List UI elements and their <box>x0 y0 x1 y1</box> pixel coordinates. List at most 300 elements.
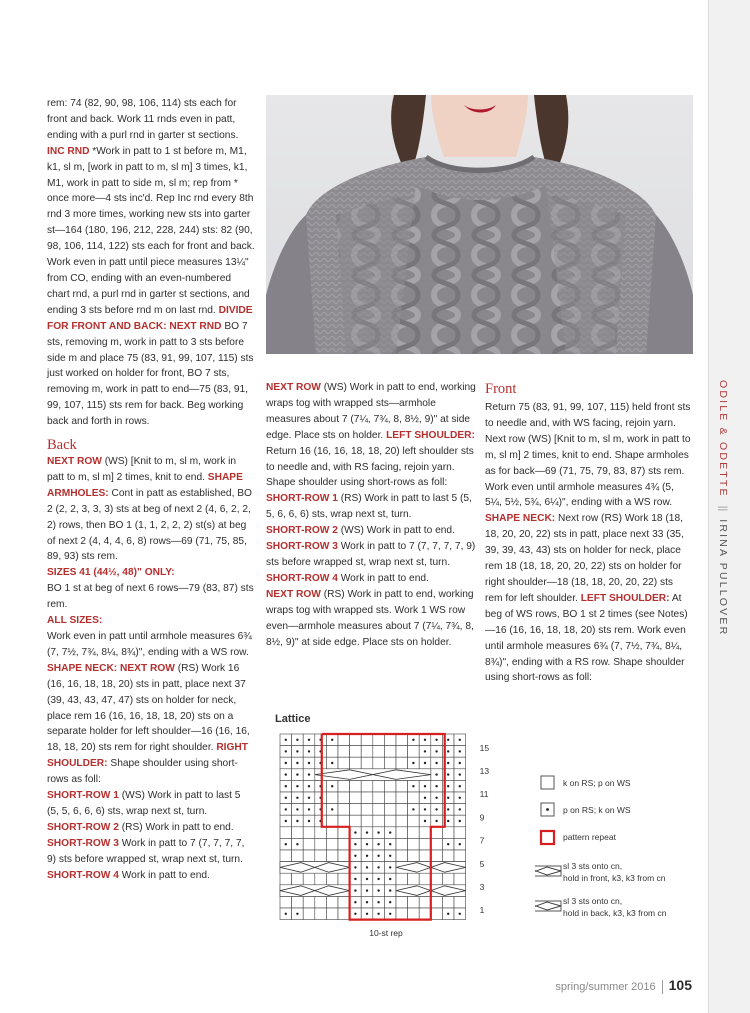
row-number-label: 3 <box>479 882 485 893</box>
purl-dot <box>389 901 391 903</box>
chart-cell <box>303 838 315 850</box>
purl-dot <box>459 773 461 775</box>
purl-dot <box>389 843 391 845</box>
sidebar-separator: || <box>717 505 729 512</box>
chart-cell <box>326 908 338 920</box>
purl-dot <box>366 913 368 915</box>
text-run: Work in patt to end. <box>337 572 429 584</box>
purl-dot <box>285 773 287 775</box>
chart-cell <box>338 838 350 850</box>
back-heading: Back <box>47 437 77 454</box>
purl-dot <box>296 808 298 810</box>
chart-cell <box>454 896 466 908</box>
legend-knit: k on RS; p on WS <box>563 778 631 788</box>
purl-dot <box>308 762 310 764</box>
purl-dot <box>285 913 287 915</box>
purl-dot <box>296 773 298 775</box>
purl-dot <box>366 843 368 845</box>
page-number: 105 <box>668 977 692 993</box>
paragraph <box>47 96 255 430</box>
paragraph <box>266 380 476 491</box>
chart-cell <box>384 746 396 758</box>
purl-dot <box>459 820 461 822</box>
purl-dot <box>308 820 310 822</box>
bold-term: SHORT-ROW 4 <box>47 869 119 881</box>
chart-cell <box>373 815 385 827</box>
purl-dot <box>331 762 333 764</box>
chart-cell <box>373 804 385 816</box>
chart-cell <box>338 815 350 827</box>
purl-dot <box>296 843 298 845</box>
purl-dot <box>377 831 379 833</box>
paragraph <box>47 836 255 868</box>
legend-repeat: pattern repeat <box>563 832 616 842</box>
purl-dot <box>447 843 449 845</box>
chart-legend <box>535 770 695 930</box>
chart-cell <box>338 780 350 792</box>
purl-dot <box>435 750 437 752</box>
chart-cell <box>396 815 408 827</box>
chart-cell <box>292 896 304 908</box>
purl-dot <box>285 785 287 787</box>
chart-cell <box>431 827 443 839</box>
sweater-photo <box>266 95 693 354</box>
paragraph <box>266 571 476 587</box>
purl-dot <box>424 785 426 787</box>
purl-dot <box>424 808 426 810</box>
chart-cell <box>315 850 327 862</box>
purl-dot <box>377 889 379 891</box>
chart-cell <box>338 827 350 839</box>
chart-cell <box>384 792 396 804</box>
bold-term: LEFT SHOULDER: <box>580 592 670 604</box>
purl-dot <box>296 913 298 915</box>
purl-dot <box>308 773 310 775</box>
purl-dot <box>354 831 356 833</box>
purl-dot <box>354 901 356 903</box>
bold-term: INC RND <box>47 145 90 157</box>
purl-dot <box>354 843 356 845</box>
purl-dot <box>389 913 391 915</box>
text-run: (RS) Work 16 (16, 16, 18, 18, 20) sts in patt, place next 37 (39, 43, 43, 47, 47) sts on holder for neck, place rem 16 (16, 16, 18, 18, 20) sts on a separate holder for left shoulder—16 (16, 16, 18, 18, 20) sts rem for right shoulder. <box>47 662 250 754</box>
chart-cell <box>326 746 338 758</box>
text-column-1 <box>47 96 255 884</box>
bold-term: SHAPE NECK: <box>485 513 556 525</box>
lattice-chart <box>270 726 500 941</box>
chart-cell <box>350 804 362 816</box>
text-column-2 <box>266 380 476 650</box>
bold-term: SHAPE NECK: NEXT ROW <box>47 662 175 674</box>
purl-dot <box>447 785 449 787</box>
chart-cell <box>326 873 338 885</box>
legend-cable-front-1: sl 3 sts onto cn, <box>563 861 623 871</box>
purl-dot <box>308 797 310 799</box>
chart-row-labels <box>480 743 490 915</box>
purl-dot <box>412 785 414 787</box>
paragraph <box>47 565 255 581</box>
chart-cell <box>326 827 338 839</box>
text-run: Work in patt to 7 (7, 7, 7, 7, 9) sts before wrapped st, wrap next st, turn. <box>266 541 476 568</box>
text-run: At beg of WS rows, BO 1 st 2 times (see Notes)—16 (16, 16, 18, 18, 20) sts rem. Work even until armhole measures 6¾ (7, 7½, 7¾, 8¼, 8¾)", ending with a RS row. Shape shoulder using short-rows as foll: <box>485 592 688 684</box>
chart-cell <box>396 827 408 839</box>
purl-dot <box>296 739 298 741</box>
bold-term: SHAPE ARMHOLES: <box>47 471 243 499</box>
bold-term: SHORT-ROW 3 <box>47 837 119 849</box>
bold-term: LEFT SHOULDER: <box>386 429 475 441</box>
chart-cell <box>326 896 338 908</box>
purl-dot <box>459 913 461 915</box>
chart-cell <box>350 815 362 827</box>
paragraph <box>47 788 255 820</box>
purl-dot <box>377 878 379 880</box>
bold-term: ALL SIZES: <box>47 615 103 627</box>
chart-cell <box>408 850 420 862</box>
text-run: (RS) Work in patt to end, working wraps tog with wrapped sts. Work 1 WS row even—armhole measures about 7 (7¼, 7¾, 8, 8½, 9)" at side edge. Place sts on holder. <box>266 588 474 648</box>
purl-dot <box>459 762 461 764</box>
chart-cell <box>292 873 304 885</box>
chart-cell <box>315 827 327 839</box>
purl-dot <box>389 889 391 891</box>
purl-dot <box>366 866 368 868</box>
chart-cell <box>454 873 466 885</box>
purl-dot-icon <box>546 808 549 811</box>
row-number-label: 15 <box>479 742 490 753</box>
purl-dot <box>366 831 368 833</box>
chart-cell <box>396 804 408 816</box>
chart-cell <box>350 792 362 804</box>
purl-dot <box>331 808 333 810</box>
purl-dot <box>377 901 379 903</box>
bold-term: RIGHT SHOULDER: <box>47 742 249 770</box>
chart-cell <box>338 804 350 816</box>
chart-cell <box>431 873 443 885</box>
row-number-label: 13 <box>479 766 490 777</box>
purl-dot <box>308 808 310 810</box>
purl-dot <box>424 820 426 822</box>
bold-term: DIVIDE FOR FRONT AND BACK: NEXT RND <box>47 304 253 332</box>
chart-cell <box>315 873 327 885</box>
purl-dot <box>435 739 437 741</box>
chart-cell <box>280 896 292 908</box>
row-number-label: 1 <box>479 905 485 916</box>
repeat-symbol <box>541 831 554 844</box>
purl-dot <box>447 913 449 915</box>
purl-dot <box>285 762 287 764</box>
chart-cell <box>454 827 466 839</box>
text-run: Work in patt to 7 (7, 7, 7, 7, 9) sts before wrapped st, wrap next st, turn. <box>47 837 245 865</box>
chart-cell <box>303 850 315 862</box>
cable-back-icon <box>535 901 561 911</box>
chart-cell <box>396 746 408 758</box>
purl-dot <box>435 808 437 810</box>
bold-term: SHORT-ROW 2 <box>47 821 119 833</box>
text-run: (WS) [Knit to m, sl m, work in patt to m, sl m] 2 times, knit to end. <box>47 456 237 483</box>
chart-cell <box>408 746 420 758</box>
row-number-label: 5 <box>479 858 485 869</box>
chart-cell <box>350 757 362 769</box>
paragraph <box>266 523 476 539</box>
chart-cell <box>431 838 443 850</box>
purl-dot <box>447 762 449 764</box>
text-run: (WS) Work in patt to last 5 (5, 5, 6, 6, 6) sts, wrap next st, turn. <box>47 790 241 817</box>
row-number-label: 9 <box>479 812 485 823</box>
chart-cell <box>361 757 373 769</box>
bold-term: NEXT ROW <box>266 382 321 393</box>
purl-dot <box>447 797 449 799</box>
front-heading: Front <box>485 381 517 397</box>
chart-grid <box>280 734 466 920</box>
chart-cell <box>338 873 350 885</box>
chart-cell <box>454 850 466 862</box>
purl-dot <box>424 797 426 799</box>
bold-term: SHORT-ROW 4 <box>266 572 338 584</box>
chart-cell <box>361 804 373 816</box>
purl-dot <box>459 750 461 752</box>
chart-cell <box>326 850 338 862</box>
purl-dot <box>459 785 461 787</box>
chart-cell <box>396 734 408 746</box>
chart-cell <box>280 850 292 862</box>
chart-cell <box>361 780 373 792</box>
text-run: Shape shoulder using short-rows as foll: <box>47 758 238 786</box>
chart-cell <box>419 873 431 885</box>
paragraph <box>266 587 476 651</box>
chart-cell <box>384 780 396 792</box>
chart-title: Lattice <box>275 713 311 725</box>
chart-cell <box>419 838 431 850</box>
chart-cell <box>326 815 338 827</box>
chart-cell <box>315 838 327 850</box>
chart-cell <box>442 873 454 885</box>
text-run: BO 1 st at beg of next 6 rows—79 (83, 87) sts rem. <box>47 583 254 611</box>
chart-cell <box>373 780 385 792</box>
row-number-label: 11 <box>479 789 489 800</box>
chart-cell <box>419 908 431 920</box>
chart-cell <box>350 780 362 792</box>
purl-dot <box>354 855 356 857</box>
paragraph <box>47 868 255 884</box>
purl-dot <box>389 855 391 857</box>
purl-dot <box>389 866 391 868</box>
purl-dot <box>354 878 356 880</box>
chart-cell <box>419 850 431 862</box>
purl-dot <box>435 762 437 764</box>
purl-dot <box>412 762 414 764</box>
purl-dot <box>285 797 287 799</box>
chart-cell <box>384 757 396 769</box>
chart-cell <box>303 873 315 885</box>
text-run: Return 75 (83, 91, 99, 107, 115) held front sts to needle and, with WS facing, rejoin yarn. Next row (WS) [Knit to m, sl m, work in patt to m, sl m] 2 times, knit to end. Shape armholes as for back—69 (71, 75, 79, 83, 87) sts rem. Work even until armhole measures 4¾ (5, 5¼, 5½, 5¾, 6¼)", ending with a WS row. <box>485 402 691 509</box>
purl-dot <box>366 889 368 891</box>
chart-cell <box>396 780 408 792</box>
chart-cell <box>396 850 408 862</box>
paragraph <box>47 629 255 788</box>
chart-cell <box>396 792 408 804</box>
chart-cell <box>373 792 385 804</box>
chart-cell <box>408 827 420 839</box>
purl-dot <box>354 889 356 891</box>
chart-cell <box>373 734 385 746</box>
purl-dot <box>366 901 368 903</box>
text-run: Next row (RS) Work 18 (18, 18, 20, 20, 22) sts in patt, place next 33 (35, 39, 39, 43, 43) sts on holder for neck, place rem 18 (18, 18, 20, 20, 22) sts on holder for right shoulder—18 (18, 18, 20, 20, 22) sts rem for left shoulder. <box>485 513 684 604</box>
chart-cell <box>396 908 408 920</box>
bold-term: SHORT-ROW 3 <box>266 541 338 553</box>
chart-cell <box>361 815 373 827</box>
text-run: *Work in patt to 1 st before m, M1, k1, sl m, [work in patt to m, sl m] 3 times, k1, M1, work in patt to side m, sl m; rep from * once more—4 sts inc'd. Rep Inc rnd every 8th rnd 3 more times, working new sts into garter st—164 (180, 196, 212, 228, 244) sts: 82 (90, 98, 106, 114, 122) sts each for front and back. Work even in patt until piece measures 13¼" from CO, ending with an even-numbered chart rnd, a purl rnd in garter st sections, and ending 3 sts before rnd m on last rnd. <box>47 145 255 316</box>
paragraph <box>47 613 255 629</box>
text-column-3 <box>485 380 693 686</box>
purl-dot <box>331 785 333 787</box>
sidebar-running-title <box>717 380 729 636</box>
purl-dot <box>377 843 379 845</box>
purl-dot <box>447 773 449 775</box>
purl-dot <box>389 831 391 833</box>
purl-dot <box>296 797 298 799</box>
purl-dot <box>377 913 379 915</box>
purl-dot <box>354 866 356 868</box>
text-run: Cont in patt as established, BO 2 (2, 2, 3, 3, 3) sts at beg of next 2 (4, 6, 2, 2, 2) rows, then BO 1 (1, 1, 2, 2, 2) st(s) at beg of next 2 (4, 4, 4, 6, 8) rows—69 (71, 75, 85, 89, 93) sts rem. <box>47 487 252 563</box>
paragraph <box>266 539 476 571</box>
purl-dot <box>412 739 414 741</box>
bold-term: SHORT-ROW 1 <box>47 790 119 802</box>
purl-dot <box>459 797 461 799</box>
chart-cell <box>408 896 420 908</box>
legend-cable-front-2: hold in front, k3, k3 from cn <box>563 873 666 883</box>
purl-dot <box>412 808 414 810</box>
chart-cell <box>408 908 420 920</box>
chart-cell <box>419 896 431 908</box>
purl-dot <box>447 750 449 752</box>
knit-symbol <box>541 776 554 789</box>
sweater-illustration <box>266 95 693 354</box>
paragraph <box>485 400 693 686</box>
chart-cell <box>338 850 350 862</box>
purl-dot <box>331 739 333 741</box>
paragraph <box>266 491 476 523</box>
paragraph <box>47 454 255 565</box>
purl-dot <box>308 785 310 787</box>
purl-dot <box>435 785 437 787</box>
chart-cell <box>361 734 373 746</box>
text-run: Work in patt to end. <box>118 869 210 881</box>
purl-dot <box>366 878 368 880</box>
chart-cell <box>315 896 327 908</box>
chart-cell <box>361 792 373 804</box>
chart-cell <box>315 908 327 920</box>
purl-dot <box>377 855 379 857</box>
purl-dot <box>285 820 287 822</box>
chart-cell <box>373 746 385 758</box>
purl-dot <box>354 913 356 915</box>
bold-term: SHORT-ROW 2 <box>266 525 338 537</box>
chart-cell <box>408 815 420 827</box>
chart-cell <box>303 827 315 839</box>
purl-dot <box>424 750 426 752</box>
legend-purl: p on RS; k on WS <box>563 805 631 815</box>
chart-cell <box>384 815 396 827</box>
purl-dot <box>424 739 426 741</box>
chart-cell <box>338 908 350 920</box>
purl-dot <box>435 820 437 822</box>
chart-cell <box>361 746 373 758</box>
page-footer <box>555 977 692 994</box>
purl-dot <box>308 739 310 741</box>
purl-dot <box>296 785 298 787</box>
chart-cell <box>408 873 420 885</box>
repeat-label: 10-st rep <box>369 928 403 938</box>
text-run: rem: 74 (82, 90, 98, 106, 114) sts each for front and back. Work 11 rnds even in patt, ending with a purl rnd in garter st sections. <box>47 98 239 141</box>
text-run: (WS) Work in patt to end, working wraps tog with wrapped sts—armhole measures about 7 (7¼, 7¾, 8, 8½, 9)" at side edge. Place sts on holder. <box>266 382 476 441</box>
purl-dot <box>366 855 368 857</box>
chart-cell <box>419 827 431 839</box>
chart-cell <box>408 838 420 850</box>
chart-cell <box>396 757 408 769</box>
chart-cell <box>280 827 292 839</box>
chart-cell <box>338 896 350 908</box>
chart-cell <box>338 792 350 804</box>
cable-front-icon <box>535 866 561 876</box>
chart-cell <box>280 873 292 885</box>
purl-dot <box>459 808 461 810</box>
bold-term: SHORT-ROW 1 <box>266 493 338 505</box>
text-run: BO 7 sts, removing m, work in patt to 3 sts before side m and place 75 (83, 91, 99, 107, 115) sts just worked on holder for front, BO 7 sts, removing m, work in patt to end—75 (83, 91, 99, 107, 115) sts rem for back. Beg working back and forth in rows. <box>47 320 254 428</box>
purl-dot <box>296 820 298 822</box>
purl-dot <box>296 762 298 764</box>
purl-dot <box>447 739 449 741</box>
purl-dot <box>377 866 379 868</box>
footer-divider <box>662 980 663 994</box>
chart-cell <box>442 896 454 908</box>
text-run: (RS) Work in patt to last 5 (5, 5, 6, 6, 6) sts, wrap next st, turn. <box>266 493 472 521</box>
chart-cell <box>431 850 443 862</box>
chart-cell <box>338 746 350 758</box>
purl-dot <box>308 750 310 752</box>
sidebar-title: ODILE & ODETTE <box>717 380 729 498</box>
purl-dot <box>285 808 287 810</box>
row-number-label: 7 <box>479 835 485 846</box>
purl-dot <box>296 750 298 752</box>
purl-dot <box>459 739 461 741</box>
issue-label: spring/summer 2016 <box>555 981 656 993</box>
chart-cell <box>338 734 350 746</box>
purl-dot <box>285 750 287 752</box>
chart-cell <box>442 827 454 839</box>
bold-term: SIZES 41 (44½, 48)" ONLY: <box>47 567 175 579</box>
chart-cell <box>326 838 338 850</box>
chart-cell <box>303 908 315 920</box>
purl-dot <box>285 739 287 741</box>
purl-dot <box>285 843 287 845</box>
sidebar-subtitle: IRINA PULLOVER <box>717 519 729 637</box>
sidebar-strip <box>708 0 750 1013</box>
purl-dot <box>389 878 391 880</box>
text-run: (WS) Work in patt to end. <box>337 525 455 537</box>
purl-dot <box>435 797 437 799</box>
chart-cell <box>396 896 408 908</box>
chart-cell <box>396 873 408 885</box>
chart-cell <box>292 827 304 839</box>
purl-dot <box>459 843 461 845</box>
purl-dot <box>435 773 437 775</box>
chart-cell <box>384 804 396 816</box>
legend-cable-back-1: sl 3 sts onto cn, <box>563 896 623 906</box>
text-run: Return 16 (16, 16, 18, 18, 20) left shoulder sts to needle and, with RS facing, rejoin yarn. Shape shoulder using short-rows as foll: <box>266 445 474 489</box>
chart-cell <box>292 850 304 862</box>
chart-cell <box>408 792 420 804</box>
bold-term: NEXT ROW <box>266 588 321 600</box>
chart-cell <box>350 746 362 758</box>
chart-cell <box>442 850 454 862</box>
